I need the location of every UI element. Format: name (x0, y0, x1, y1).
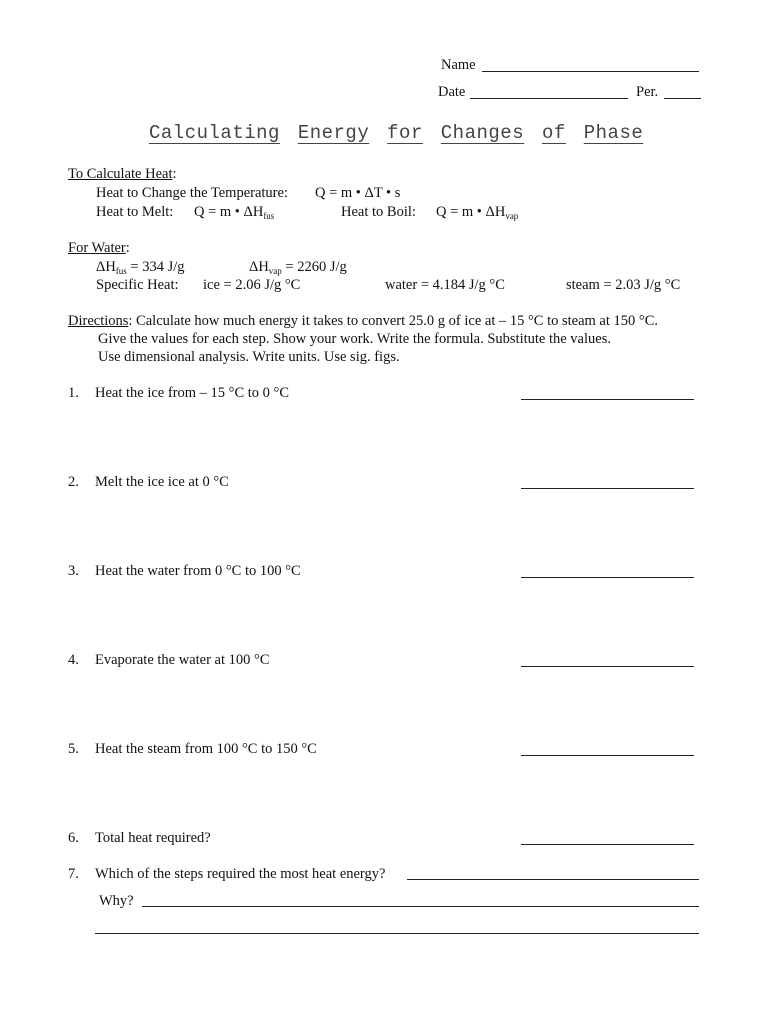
ice-specific-heat: ice = 2.06 J/g °C (203, 277, 301, 293)
answer-line-7[interactable] (407, 879, 699, 880)
date-field[interactable] (470, 98, 628, 99)
answer-line-5[interactable] (521, 755, 694, 756)
directions-line-2: Give the values for each step. Show your work. Write the formula. Substitute the values. (98, 331, 611, 347)
title-word: Changes (440, 122, 525, 144)
hfus-value (96, 259, 185, 276)
specific-heat-label: Specific Heat: (96, 277, 179, 293)
name-field[interactable] (482, 71, 699, 72)
answer-line-1[interactable] (521, 399, 694, 400)
directions-text: : Calculate how much energy it takes to convert 25.0 g of ice at – 15 °C to steam at 150 °C. (128, 313, 658, 329)
hvap-sub: vap (268, 266, 282, 276)
hfus-sub: fus (115, 266, 127, 276)
directions-line-1 (68, 313, 658, 330)
boil-formula (436, 204, 518, 221)
hfus-symbol: ΔH (96, 259, 116, 275)
period-label: Per. (636, 84, 659, 100)
title-word: Calculating (149, 122, 280, 144)
period-field[interactable] (664, 98, 701, 99)
title-word: for (387, 122, 423, 144)
hvap-number: = 2260 J/g (281, 259, 347, 275)
directions-label: Directions (68, 313, 129, 329)
hvap-value (249, 259, 347, 276)
name-label: Name (441, 57, 476, 73)
question-text: Heat the water from 0 °C to 100 °C (95, 563, 301, 579)
date-label: Date (438, 84, 466, 100)
question-number: 1. (68, 385, 79, 401)
water-specific-heat: water = 4.184 J/g °C (385, 277, 505, 293)
hvap-symbol: ΔH (249, 259, 269, 275)
directions-line-3: Use dimensional analysis. Write units. Use sig. figs. (98, 349, 400, 365)
question-number: 3. (68, 563, 79, 579)
boil-formula-sub: vap (505, 211, 519, 221)
question-text: Heat the steam from 100 °C to 150 °C (95, 741, 317, 757)
boil-label: Heat to Boil: (341, 204, 416, 220)
calc-heat-heading-colon: : (172, 166, 177, 182)
page-title (149, 122, 643, 144)
temp-formula: Q = m • ΔT • s (315, 185, 401, 201)
question-number: 2. (68, 474, 79, 490)
question-text: Total heat required? (95, 830, 211, 846)
question-text: Which of the steps required the most heat energy? (95, 866, 386, 882)
question-number: 4. (68, 652, 79, 668)
question-number: 6. (68, 830, 79, 846)
answer-line-2[interactable] (521, 488, 694, 489)
water-heading (68, 240, 130, 257)
melt-formula-main: Q = m • ΔH (194, 204, 264, 220)
question-text: Melt the ice ice at 0 °C (95, 474, 229, 490)
question-text: Evaporate the water at 100 °C (95, 652, 270, 668)
calc-heat-heading (68, 166, 177, 183)
title-word: of (542, 122, 566, 144)
melt-label: Heat to Melt: (96, 204, 174, 220)
melt-formula-sub: fus (263, 211, 275, 221)
answer-line-3[interactable] (521, 577, 694, 578)
answer-line-4[interactable] (521, 666, 694, 667)
answer-line-6[interactable] (521, 844, 694, 845)
title-word: Energy (297, 122, 370, 144)
calc-heat-heading-text: To Calculate Heat (68, 166, 173, 182)
question-number: 7. (68, 866, 79, 882)
melt-formula (194, 204, 274, 221)
question-number: 5. (68, 741, 79, 757)
why-label: Why? (99, 893, 134, 909)
temp-label: Heat to Change the Temperature: (96, 185, 288, 201)
water-heading-colon: : (125, 240, 130, 256)
why-answer-line[interactable] (142, 906, 699, 907)
water-heading-text: For Water (68, 240, 126, 256)
hfus-number: = 334 J/g (126, 259, 185, 275)
steam-specific-heat: steam = 2.03 J/g °C (566, 277, 681, 293)
question-text: Heat the ice from – 15 °C to 0 °C (95, 385, 290, 401)
title-word: Phase (583, 122, 644, 144)
why-answer-line-2[interactable] (95, 933, 699, 934)
boil-formula-main: Q = m • ΔH (436, 204, 506, 220)
